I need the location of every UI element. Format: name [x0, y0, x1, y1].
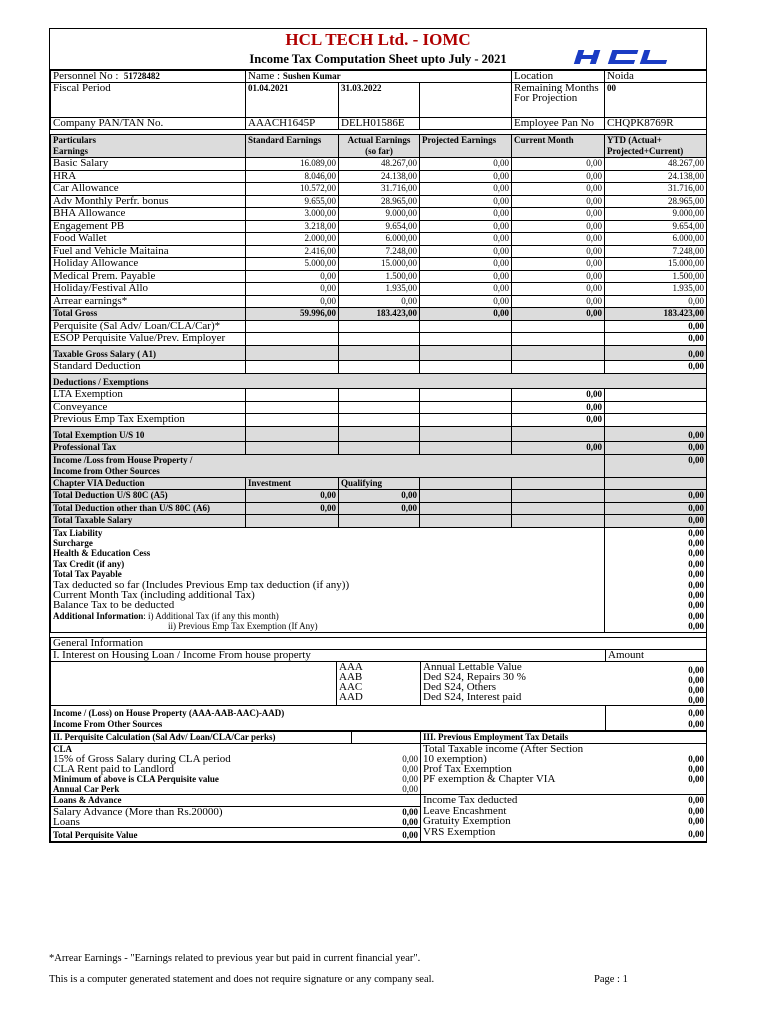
ytd-header: YTD (Actual+ Projected+Current)	[605, 135, 707, 158]
conveyance-label: Conveyance	[51, 401, 246, 414]
company-name: HCL TECH Ltd. - IOMC	[285, 30, 471, 49]
earning-row	[51, 245, 707, 258]
blank-cell	[420, 118, 512, 130]
total-gross-proj: 0,00	[420, 308, 512, 321]
earning-act: 15.000,00	[339, 258, 420, 271]
earning-row	[51, 183, 707, 196]
earning-act: 31.716,00	[339, 183, 420, 196]
earning-ytd: 7.248,00	[605, 245, 707, 258]
housing-label: I. Interest on Housing Loan / Income From house property	[51, 649, 606, 661]
housing-val: 0,00	[688, 694, 705, 705]
earnings-table	[50, 134, 707, 633]
vrs-label: VRS Exemption	[421, 827, 606, 841]
earning-cur: 0,00	[512, 158, 605, 171]
tax-row-value: 0,00	[688, 548, 704, 559]
amount-label: Amount	[606, 649, 707, 661]
additional-val-2: 0,00	[688, 621, 704, 632]
earning-act: 6.000,00	[339, 233, 420, 246]
remaining-label: Remaining Months For Projection	[512, 83, 605, 118]
ded-other-label: Total Deduction other than U/S 80C (A6)	[51, 502, 246, 515]
total-perq-value: 0,00	[352, 827, 421, 841]
earning-row	[51, 195, 707, 208]
earning-std: 0,00	[246, 283, 339, 296]
std-deduction-label: Standard Deduction	[51, 361, 246, 374]
itd-value: 0,00	[606, 794, 707, 806]
leave-gratuity-values: 0,00 0,00	[606, 806, 707, 827]
itd-label: Income Tax deducted	[421, 794, 606, 806]
total-gross-cur: 0,00	[512, 308, 605, 321]
perq-calc-label: II. Perquisite Calculation (Sal Adv/ Loan/CLA/Car perks)	[51, 731, 352, 743]
tax-sheet	[49, 28, 707, 843]
housing-code: AAA	[339, 661, 363, 673]
earning-act: 9.000,00	[339, 208, 420, 221]
earning-row	[51, 283, 707, 296]
earning-std: 2.000,00	[246, 233, 339, 246]
fiscal-to: 31.03.2022	[339, 83, 420, 118]
tax-row-value: 0,00	[688, 569, 704, 580]
additional-info-2: ii) Previous Emp Tax Exemption (If Any)	[168, 621, 318, 632]
ded80c-inv: 0,00	[246, 490, 339, 503]
earning-proj: 0,00	[420, 258, 512, 271]
loan-labels: Salary Advance (More than Rs.20000) Loans	[51, 806, 352, 827]
tax-row-label: Tax Credit (if any)	[53, 558, 125, 569]
taxable-gross-label: Taxable Gross Salary ( A1)	[51, 345, 246, 361]
earning-ytd: 0,00	[605, 295, 707, 308]
earning-row	[51, 295, 707, 308]
housing-blank	[51, 661, 337, 705]
general-label: General Information	[51, 637, 707, 649]
earning-std: 10.572,00	[246, 183, 339, 196]
earning-cur: 0,00	[512, 170, 605, 183]
earning-cur: 0,00	[512, 195, 605, 208]
earning-label: Holiday Allowance	[51, 258, 246, 271]
actual-header: Actual Earnings (so far)	[339, 135, 420, 158]
earning-act: 1.500,00	[339, 270, 420, 283]
earning-cur: 0,00	[512, 208, 605, 221]
housing-item: Annual Lettable Value	[423, 661, 522, 673]
fiscal-from: 01.04.2021	[246, 83, 339, 118]
earning-proj: 0,00	[420, 220, 512, 233]
house-property-label: Income /Loss from House Property / Income from Other Sources	[51, 454, 605, 477]
earning-act: 7.248,00	[339, 245, 420, 258]
esop-label: ESOP Perquisite Value/Prev. Employer	[51, 333, 246, 346]
particulars-header: Particulars Earnings	[51, 135, 246, 158]
earning-cur: 0,00	[512, 295, 605, 308]
earning-label: Fuel and Vehicle Maitaina	[51, 245, 246, 258]
earning-ytd: 1.500,00	[605, 270, 707, 283]
tax-row-label: Total Tax Payable	[53, 569, 122, 580]
general-table	[50, 637, 707, 731]
pan-label: Company PAN/TAN No.	[51, 118, 246, 130]
earning-cur: 0,00	[512, 245, 605, 258]
housing-val: 0,00	[688, 684, 705, 695]
earning-proj: 0,00	[420, 158, 512, 171]
tax-row-label: Health & Education Cess	[53, 548, 151, 559]
fiscal-label: Fiscal Period	[51, 83, 246, 118]
housing-values	[606, 661, 707, 705]
total-gross-ytd: 183.423,00	[605, 308, 707, 321]
header	[50, 29, 706, 70]
income-house-label: Income / (Loss) on House Property (AAA-AAB-AAC)-AAD) Income From Other Sources	[51, 705, 606, 730]
ded80c-qual: 0,00	[339, 490, 420, 503]
earning-label: BHA Allowance	[51, 208, 246, 221]
housing-item: Ded S24, Interest paid	[423, 690, 522, 703]
housing-code: AAC	[339, 680, 363, 693]
housing-item: Ded S24, Others	[423, 680, 497, 693]
statement-note: This is a computer generated statement and does not require signature or any company seal.	[49, 974, 435, 985]
earning-cur: 0,00	[512, 258, 605, 271]
prev-emp-labels-1: Total Taxable income (After Section 10 exemption) Prof Tax Exemption PF exemption & Chapter VIA	[421, 743, 606, 794]
earning-label: Engagement PB	[51, 220, 246, 233]
info-table	[50, 70, 707, 130]
loan-values: 0,00 0,00	[352, 806, 421, 827]
professional-tax-value: 0,00	[605, 442, 707, 455]
housing-val: 0,00	[688, 664, 705, 675]
location-value: Noida	[605, 71, 707, 83]
earning-label: Food Wallet	[51, 233, 246, 246]
remaining-value: 00	[605, 83, 707, 118]
personnel-no-cell: Personnel No : 51728482	[51, 71, 246, 83]
earning-label: Basic Salary	[51, 158, 246, 171]
house-property-value: 0,00	[605, 454, 707, 477]
tax-row-value: 0,00	[688, 589, 704, 600]
emp-pan-label: Employee Pan No	[512, 118, 605, 130]
earning-cur: 0,00	[512, 270, 605, 283]
earning-row	[51, 270, 707, 283]
name-cell: Name : Sushen Kumar	[246, 71, 512, 83]
earning-ytd: 48.267,00	[605, 158, 707, 171]
lta-value: 0,00	[512, 389, 605, 402]
professional-tax-cur: 0,00	[512, 442, 605, 455]
conveyance-value: 0,00	[512, 401, 605, 414]
total-exemption-label: Total Exemption U/S 10	[51, 426, 246, 442]
current-header: Current Month	[512, 135, 605, 158]
vrs-value: 0,00	[606, 827, 707, 841]
earning-std: 9.655,00	[246, 195, 339, 208]
ded-other-inv: 0,00	[246, 502, 339, 515]
total-perq-label: Total Perquisite Value	[51, 827, 352, 841]
blank-cell	[420, 83, 512, 118]
location-label: Location	[512, 71, 605, 83]
company-pan: AAACH1645P	[246, 118, 339, 130]
tax-row-label: Balance Tax to be deducted	[53, 599, 175, 612]
perq-label: Perquisite (Sal Adv/ Loan/CLA/Car)*	[51, 320, 246, 333]
emp-pan-value: CHQPK8769R	[605, 118, 707, 130]
earning-std: 2.416,00	[246, 245, 339, 258]
earning-proj: 0,00	[420, 195, 512, 208]
earning-std: 3.218,00	[246, 220, 339, 233]
tax-row-value: 0,00	[688, 600, 704, 611]
tax-row-value: 0,00	[688, 527, 704, 538]
investment-header: Investment	[246, 477, 339, 490]
additional-info: Additional Information: i) Additional Tax (if any this month)	[53, 610, 279, 621]
hcl-logo	[569, 48, 689, 66]
loans-adv-label: Loans & Advance	[51, 794, 352, 806]
earning-proj: 0,00	[420, 270, 512, 283]
page-number: Page : 1	[594, 974, 628, 985]
earning-ytd: 9.654,00	[605, 220, 707, 233]
tax-row-value: 0,00	[688, 537, 704, 548]
earning-proj: 0,00	[420, 170, 512, 183]
cla-labels: CLA 15% of Gross Salary during CLA period CLA Rent paid to Landlord Minimum of above is CLA Perquisite value Annual Car Perk	[51, 743, 352, 794]
additional-val-1: 0,00	[688, 610, 704, 621]
earning-row	[51, 258, 707, 271]
earning-act: 1.935,00	[339, 283, 420, 296]
earning-proj: 0,00	[420, 283, 512, 296]
prev-emp-label: Previous Emp Tax Exemption	[51, 414, 246, 427]
total-gross-label: Total Gross	[51, 308, 246, 321]
projected-header: Projected Earnings	[420, 135, 512, 158]
earning-proj: 0,00	[420, 245, 512, 258]
total-exemption-value: 0,00	[605, 426, 707, 442]
earning-ytd: 15.000,00	[605, 258, 707, 271]
prev-emp-values-1: 0,00 0,00 0,00	[606, 743, 707, 794]
earning-row	[51, 170, 707, 183]
earning-cur: 0,00	[512, 233, 605, 246]
housing-codes	[337, 661, 421, 705]
earning-label: Holiday/Festival Allo	[51, 283, 246, 296]
earning-cur: 0,00	[512, 283, 605, 296]
lta-label: LTA Exemption	[51, 389, 246, 402]
housing-items	[421, 661, 606, 705]
standard-header: Standard Earnings	[246, 135, 339, 158]
total-gross-std: 59.996,00	[246, 308, 339, 321]
housing-val: 0,00	[688, 674, 705, 685]
earning-label: Medical Prem. Payable	[51, 270, 246, 283]
earning-act: 0,00	[339, 295, 420, 308]
deductions-label: Deductions / Exemptions	[51, 373, 707, 389]
earning-ytd: 9.000,00	[605, 208, 707, 221]
earning-row	[51, 220, 707, 233]
earning-std: 16.089,00	[246, 158, 339, 171]
earning-ytd: 28.965,00	[605, 195, 707, 208]
earning-std: 0,00	[246, 270, 339, 283]
earning-ytd: 31.716,00	[605, 183, 707, 196]
earning-label: Arrear earnings*	[51, 295, 246, 308]
tax-row-label: Tax deducted so far (Includes Previous Emp tax deduction (if any))	[53, 578, 350, 591]
earning-std: 3.000,00	[246, 208, 339, 221]
prev-emp-details-label: III. Previous Employment Tax Details	[421, 731, 707, 743]
earning-row	[51, 233, 707, 246]
earning-act: 48.267,00	[339, 158, 420, 171]
chapter6a-label: Chapter VIA Deduction	[51, 477, 246, 490]
tax-row-label: Surcharge	[53, 537, 93, 548]
earning-act: 9.654,00	[339, 220, 420, 233]
tax-row-value: 0,00	[688, 558, 704, 569]
housing-code: AAB	[339, 670, 363, 683]
arrear-note: *Arrear Earnings - "Earnings related to previous year but paid in current financial year".	[49, 953, 421, 964]
prev-emp-value: 0,00	[512, 414, 605, 427]
earning-proj: 0,00	[420, 208, 512, 221]
std-deduction-value: 0,00	[605, 361, 707, 374]
leave-gratuity-labels: Leave Encashment Gratuity Exemption	[421, 806, 606, 827]
tax-values	[605, 527, 707, 632]
earning-cur: 0,00	[512, 220, 605, 233]
earning-proj: 0,00	[420, 183, 512, 196]
earning-row	[51, 158, 707, 171]
ded80c-label: Total Deduction U/S 80C (A5)	[51, 490, 246, 503]
earning-label: Adv Monthly Perfr. bonus	[51, 195, 246, 208]
sheet-title: Income Tax Computation Sheet upto July - 2021	[249, 52, 507, 66]
income-house-values: 0,00 0,00	[606, 705, 707, 730]
taxable-salary-value: 0,00	[605, 515, 707, 528]
earning-std: 5.000,00	[246, 258, 339, 271]
earning-act: 28.965,00	[339, 195, 420, 208]
qualifying-header: Qualifying	[339, 477, 420, 490]
earning-proj: 0,00	[420, 233, 512, 246]
earning-ytd: 6.000,00	[605, 233, 707, 246]
tax-row-value: 0,00	[688, 579, 704, 590]
earning-ytd: 1.935,00	[605, 283, 707, 296]
taxable-salary-label: Total Taxable Salary	[51, 515, 246, 528]
perquisite-table	[50, 731, 707, 842]
ded80c-value: 0,00	[605, 490, 707, 503]
total-gross-act: 183.423,00	[339, 308, 420, 321]
earning-cur: 0,00	[512, 183, 605, 196]
earning-label: HRA	[51, 170, 246, 183]
earning-std: 0,00	[246, 295, 339, 308]
cla-values: 0,00 0,00 0,00 0,00	[352, 743, 421, 794]
earning-proj: 0,00	[420, 295, 512, 308]
professional-tax-label: Professional Tax	[51, 442, 246, 455]
esop-value: 0,00	[605, 333, 707, 346]
housing-code: AAD	[339, 690, 363, 703]
earning-act: 24.138,00	[339, 170, 420, 183]
tax-row-label: Tax Liability	[53, 527, 103, 538]
tax-labels	[51, 527, 605, 632]
earning-ytd: 24.138,00	[605, 170, 707, 183]
company-tan: DELH01586E	[339, 118, 420, 130]
ded-other-qual: 0,00	[339, 502, 420, 515]
earning-row	[51, 208, 707, 221]
earning-std: 8.046,00	[246, 170, 339, 183]
housing-item: Ded S24, Repairs 30 %	[423, 670, 526, 683]
perq-value: 0,00	[605, 320, 707, 333]
taxable-gross-value: 0,00	[605, 345, 707, 361]
tax-row-label: Current Month Tax (including additional Tax)	[53, 588, 255, 601]
ded-other-value: 0,00	[605, 502, 707, 515]
earning-label: Car Allowance	[51, 183, 246, 196]
